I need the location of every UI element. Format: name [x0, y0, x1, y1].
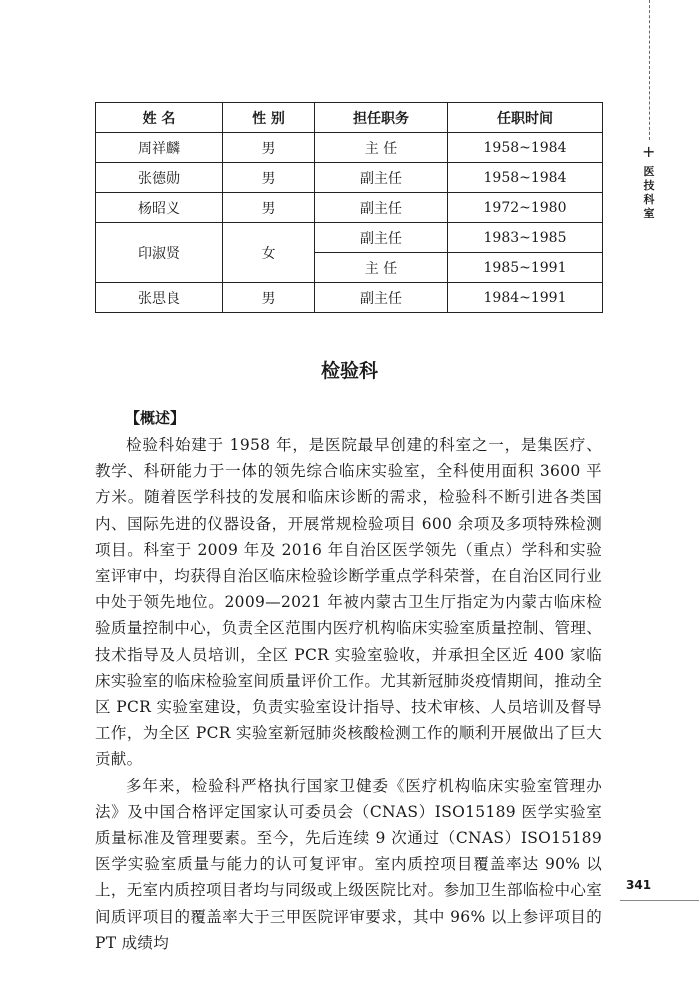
header-gender: 性 别	[223, 103, 315, 133]
cell-post: 副主任	[315, 283, 448, 313]
subheading: 【概述】	[125, 409, 186, 427]
side-dotted-line	[649, 0, 650, 140]
cell-gender: 女	[223, 223, 315, 283]
section-title: 检验科	[320, 360, 378, 382]
cell-gender: 男	[223, 133, 315, 163]
cell-name: 张德勋	[96, 163, 223, 193]
table-row	[96, 193, 603, 223]
table-row	[96, 163, 603, 193]
cell-period: 1958~1984	[448, 133, 603, 163]
header-period: 任职时间	[448, 103, 603, 133]
staff-table	[95, 102, 603, 313]
cell-post: 主 任	[315, 253, 448, 283]
side-tab-mark: +	[642, 142, 656, 161]
table-header-row	[96, 103, 603, 133]
paragraph: 多年来，检验科严格执行国家卫健委《医疗机构临床实验室管理办法》及中国合格评定国家认可委员会（CNAS）ISO15189 医学实验室质量标准及管理要素。至今，先后连续 9 次通过（CNAS）ISO15189 医学实验室质量与能力的认可复评审。室内质控项目覆盖率达 90% 以上，无室内质控项目者均与同级或上级医院比对。参加卫生部临检中心室间质评项目的覆盖率大于三甲医院评审要求，其中 96% 以上参评项目的 PT 成绩均	[95, 776, 603, 952]
cell-period: 1984~1991	[448, 283, 603, 313]
header-name: 姓 名	[96, 103, 223, 133]
footer-rule	[620, 900, 699, 901]
cell-post: 副主任	[315, 193, 448, 223]
body-text	[95, 432, 602, 956]
header-post: 担任职务	[315, 103, 448, 133]
cell-name: 印淑贤	[96, 223, 223, 283]
page-number: 341	[626, 878, 652, 892]
cell-period: 1983~1985	[448, 223, 603, 253]
cell-period: 1958~1984	[448, 163, 603, 193]
cell-post: 副主任	[315, 223, 448, 253]
cell-gender: 男	[223, 163, 315, 193]
side-tab-label: 医技科室	[643, 165, 655, 220]
cell-name: 张思良	[96, 283, 223, 313]
cell-period: 1985~1991	[448, 253, 603, 283]
table-row	[96, 133, 603, 163]
cell-period: 1972~1980	[448, 193, 603, 223]
cell-post: 主 任	[315, 133, 448, 163]
cell-gender: 男	[223, 193, 315, 223]
paragraph: 检验科始建于 1958 年，是医院最早创建的科室之一，是集医疗、教学、科研能力于一体的领先综合临床实验室，全科使用面积 3600 平方米。随着医学科技的发展和临床诊断的需求，检验科不断引进各类国内、国际先进的仪器设备，开展常规检验项目 600 余项及多项特殊检测项目。科室于 2009 年及 2016 年自治区医学领先（重点）学科和实验室评审中，均获得自治区临床检验诊断学重点学科荣誉，在自治区同行业中处于领先地位。2009—2021 年被内蒙古卫生厅指定为内蒙古临床检验质量控制中心，负责全区范围内医疗机构临床实验室质量控制、管理、技术指导及人员培训，全区 PCR 实验室验收，并承担全区近 400 家临床实验室的临床检验室间质量评价工作。尤其新冠肺炎疫情期间，推动全区 PCR 实验室建设，负责实验室设计指导、技术审核、人员培训及督导工作，为全区 PCR 实验室新冠肺炎核酸检测工作的顺利开展做出了巨大贡献。	[95, 436, 602, 769]
cell-gender: 男	[223, 283, 315, 313]
cell-name: 杨昭义	[96, 193, 223, 223]
table-row	[96, 283, 603, 313]
table-row	[96, 223, 603, 253]
cell-post: 副主任	[315, 163, 448, 193]
cell-name: 周祥麟	[96, 133, 223, 163]
